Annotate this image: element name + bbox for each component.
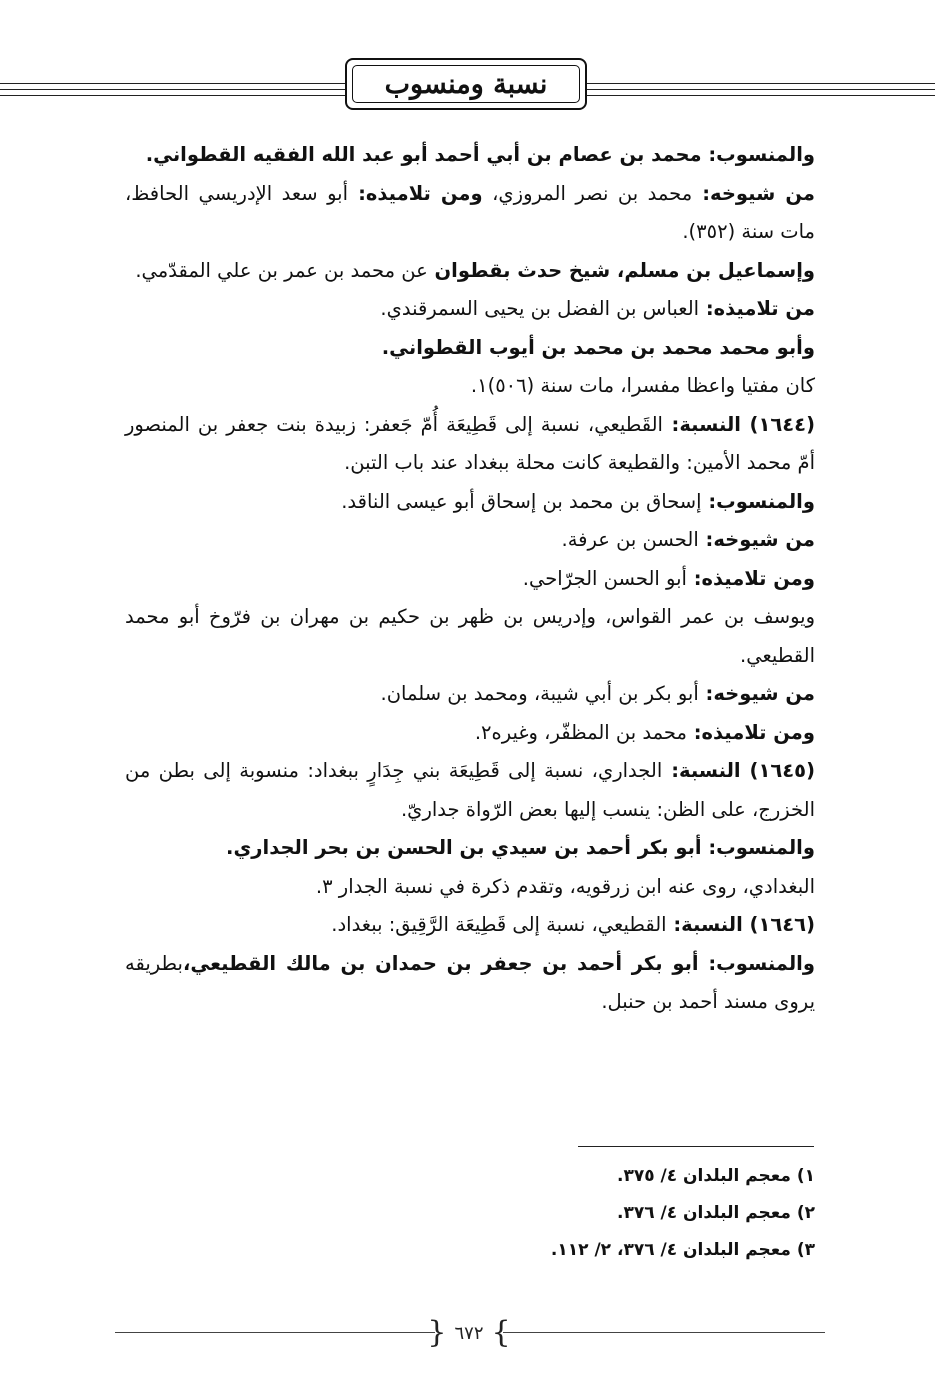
footnote-1: ١) معجم البلدان ٤/ ٣٧٥.	[616, 1166, 815, 1186]
footnote-3: ٣) معجم البلدان ٤/ ٣٧٦، ٢/ ١١٢.	[550, 1240, 815, 1260]
text-run: عن محمد بن عمر بن علي المقدّمي.	[135, 258, 428, 282]
text-run: ويوسف بن عمر القواس، وإدريس بن ظهر بن حكيم بن مهران بن فرّوخ أبو محمد القطيعي.	[125, 605, 815, 667]
bold-run: (١٦٤٥) النسبة:	[662, 759, 815, 782]
bold-run: من شيوخه:	[692, 181, 815, 205]
footnote-2: ٢) معجم البلدان ٤/ ٣٧٦.	[616, 1203, 815, 1223]
left-brace-glyph: }	[491, 1315, 511, 1350]
header-rule-left-1	[0, 83, 345, 84]
bold-run: (١٦٤٦) النسبة:	[666, 913, 815, 936]
bold-run: ومن تلاميذه:	[686, 566, 815, 590]
bold-run: وإسماعيل بن مسلم، شيخ حدث بقطوان	[427, 258, 815, 282]
text-run: بطريقه يروى مسند أحمد بن حنبل.	[125, 951, 815, 1013]
bold-run: والمنسوب:	[701, 489, 815, 513]
text-run: إسحاق بن محمد بن إسحاق أبو عيسى الناقد.	[341, 489, 702, 513]
text-run: البغدادي، روى عنه ابن زرقويه، وتقدم ذكرة في نسبة الجدار ٣.	[315, 874, 815, 898]
paragraph	[125, 329, 815, 368]
text-run: محمد بن المظفّر، وغيره٢.	[474, 720, 687, 744]
text-run: أبو الحسن الجرّاحي.	[522, 566, 687, 590]
text-run: القَطيعي، نسبة إلى قَطِيعَة أُمّ جَعفر: زبيدة بنت جعفر بن المنصور أمّ محمد الأمين: والقطيعة كانت محلة ببغداد عند باب التبن.	[125, 412, 815, 474]
paragraph	[125, 675, 815, 714]
header-rule-right-1	[587, 83, 935, 84]
text-run: أبو سعد الإدريسي الحافظ، مات سنة (٣٥٢).	[125, 181, 815, 243]
footnotes	[125, 1158, 815, 1269]
main-text	[125, 136, 815, 1022]
paragraph	[125, 714, 815, 753]
paragraph	[125, 136, 815, 175]
bold-run: من شيوخه:	[698, 682, 815, 705]
page-number-box	[427, 1315, 511, 1350]
text-run: كان مفتيا واعظا مفسرا، مات سنة (٥٠٦)١.	[470, 374, 815, 397]
bold-run: ومن تلاميذه:	[348, 181, 483, 205]
bold-run: من شيوخه:	[698, 528, 815, 551]
paragraph	[125, 406, 815, 483]
page-number-rule-left	[115, 1332, 435, 1333]
text-run: العباس بن الفضل بن يحيى السمرقندي.	[380, 297, 700, 320]
paragraph	[125, 868, 815, 907]
paragraph	[125, 945, 815, 1022]
paragraph	[125, 560, 815, 599]
text-run: أبو بكر بن أبي شيبة، ومحمد بن سلمان.	[380, 682, 699, 705]
page-number: ٦٧٢	[454, 1322, 484, 1344]
text-run: القطيعي، نسبة إلى قَطِيعَة الرَّقِيق: ببغداد.	[331, 913, 667, 936]
paragraph	[125, 483, 815, 522]
header-rule-right-3	[587, 95, 935, 96]
text-run: الجداري، نسبة إلى قَطِيعَة بني جِدَارٍ ببغداد: منسوبة إلى بطن من الخزرج، على الظن: ينسب إليها بعض الرّواة جداريّ.	[125, 759, 815, 821]
page-number-rule-right	[503, 1332, 825, 1333]
paragraph	[125, 290, 815, 329]
bold-run: ومن تلاميذه:	[686, 720, 815, 744]
bold-run: وأبو محمد محمد بن محمد بن أيوب القطواني.	[381, 335, 815, 359]
paragraph	[125, 906, 815, 945]
right-brace-glyph: {	[427, 1315, 447, 1350]
footnote-separator	[578, 1146, 814, 1147]
bold-run: والمنسوب: محمد بن عصام بن أبي أحمد أبو عبد الله الفقيه القطواني.	[145, 143, 815, 166]
bold-run: والمنسوب: أبو بكر أحمد بن جعفر بن حمدان بن مالك القطيعي،	[182, 951, 815, 975]
header-rule-left-3	[0, 95, 345, 96]
paragraph	[125, 598, 815, 675]
paragraph	[125, 829, 815, 868]
paragraph	[125, 175, 815, 252]
bold-run: والمنسوب: أبو بكر أحمد بن سيدي بن الحسن بن بحر الجداري.	[226, 836, 815, 859]
paragraph	[125, 367, 815, 406]
chapter-title-box	[345, 58, 587, 110]
bold-run: (١٦٤٤) النسبة:	[662, 412, 815, 436]
paragraph	[125, 252, 815, 291]
chapter-title: نسبة ومنسوب	[352, 65, 580, 103]
header-rule-left-2	[0, 89, 345, 90]
header-rule-right-2	[587, 89, 935, 90]
paragraph	[125, 752, 815, 829]
text-run: محمد بن نصر المروزي،	[482, 181, 693, 205]
text-run: الحسن بن عرفة.	[561, 528, 699, 551]
paragraph	[125, 521, 815, 560]
bold-run: من تلاميذه:	[699, 297, 815, 320]
